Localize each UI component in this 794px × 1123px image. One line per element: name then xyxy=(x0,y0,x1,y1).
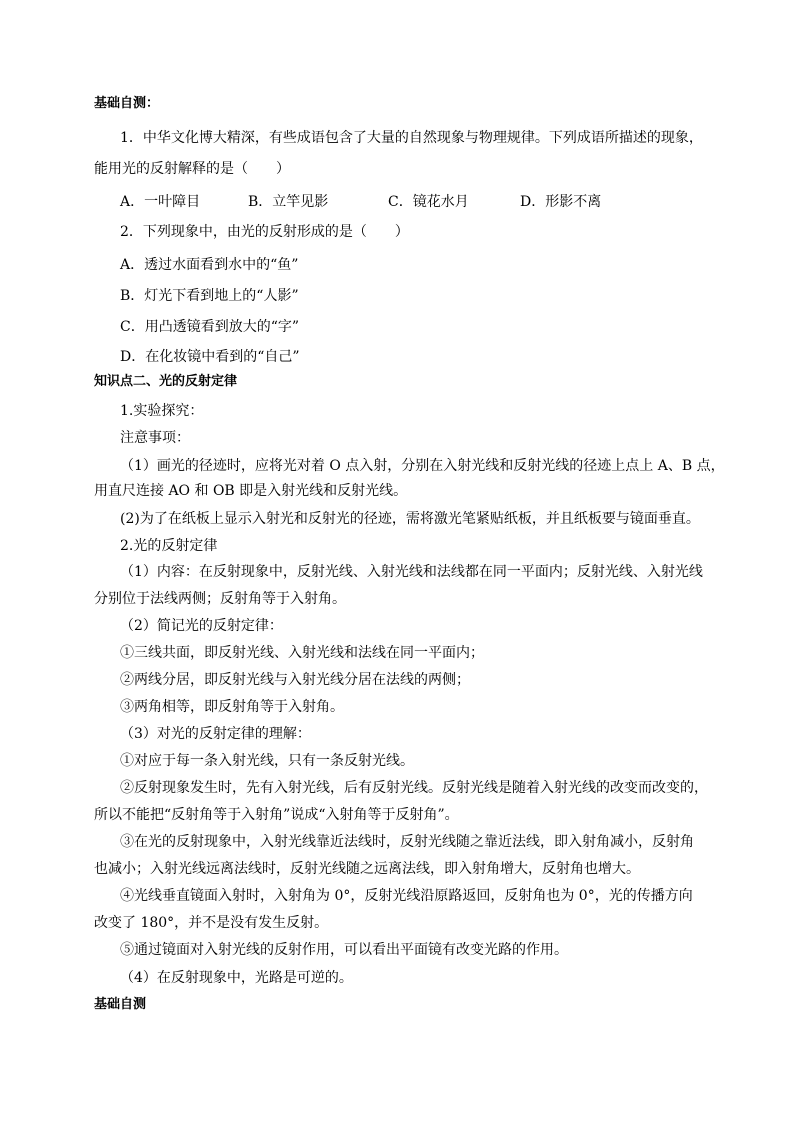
text-line: （1）内容：在反射现象中，反射光线、入射光线和法线都在同一平面内；反射光线、入射光线 xyxy=(120,564,703,580)
text-line: 所以不能把“反射角等于入射角”说成“入射角等于反射角”。 xyxy=(94,807,459,823)
text-line: 也减小；入射光线远离法线时，反射光线随之远离法线，即入射角增大，反射角也增大。 xyxy=(94,861,640,877)
text-line: 分别位于法线两侧；反射角等于入射角。 xyxy=(94,591,346,607)
text-line: 2.光的反射定律 xyxy=(120,538,218,554)
q2-option-d: D．在化妆镜中看到的“自己” xyxy=(120,349,300,365)
text-line: ②两线分居，即反射光线与入射光线分居在法线的两侧； xyxy=(120,672,470,688)
text-line: ⑤通过镜面对入射光线的反射作用，可以看出平面镜有改变光路的作用。 xyxy=(120,942,568,958)
text-line: ①三线共面，即反射光线、入射光线和法线在同一平面内； xyxy=(120,645,484,661)
text-line: （1）画光的径迹时，应将光对着 O 点入射，分别在入射光线和反射光线的径迹上点上 A、B 点， xyxy=(120,458,725,474)
text-line: （3）对光的反射定律的理解： xyxy=(120,726,311,742)
text-line: （4）在反射现象中，光路是可逆的。 xyxy=(120,970,353,986)
text-line: ①对应于每一条入射光线，只有一条反射光线。 xyxy=(120,753,414,769)
section-heading-reflection-law: 知识点二、光的反射定律 xyxy=(94,374,238,389)
q1-option-c: C．镜花水月 xyxy=(388,194,469,210)
text-line: ④光线垂直镜面入射时，入射角为 0°，反射光线沿原路返回，反射角也为 0°，光的传播方向 xyxy=(120,888,693,904)
text-line: 注意事项： xyxy=(120,430,190,446)
text-line: 1.实验探究： xyxy=(120,403,204,419)
question-1-line-1: 1．中华文化博大精深，有些成语包含了大量的自然现象与物理规律。下列成语所描述的现象， xyxy=(120,130,703,146)
q2-option-b: B．灯光下看到地上的“人影” xyxy=(120,288,299,304)
section-heading-self-test: 基础自测： xyxy=(94,96,160,111)
question-2-stem: 2．下列现象中，由光的反射形成的是（ ） xyxy=(120,224,409,240)
q1-option-a: A．一叶障目 xyxy=(120,194,201,210)
text-line: ③两角相等，即反射角等于入射角。 xyxy=(120,699,344,715)
text-line: 用直尺连接 AO 和 OB 即是入射光线和反射光线。 xyxy=(94,483,408,499)
text-line: (2)为了在纸板上显示入射光和反射光的径迹，需将激光笔紧贴纸板，并且纸板要与镜面垂直。 xyxy=(120,511,700,527)
q1-option-d: D．形影不离 xyxy=(520,194,602,210)
text-line: ②反射现象发生时，先有入射光线，后有反射光线。反射光线是随着入射光线的改变而改变的， xyxy=(120,780,708,796)
text-line: （2）简记光的反射定律： xyxy=(120,618,283,634)
text-line: 改变了 180°，并不是没有发生反射。 xyxy=(94,915,329,931)
question-1-line-2: 能用光的反射解释的是（ ） xyxy=(94,161,290,177)
text-line: ③在光的反射现象中，入射光线靠近法线时，反射光线随之靠近法线，即入射角减小，反射角 xyxy=(120,834,694,850)
q2-option-c: C．用凸透镜看到放大的“字” xyxy=(120,319,300,335)
section-heading-self-test-2: 基础自测 xyxy=(94,997,147,1012)
q2-option-a: A．透过水面看到水中的“鱼” xyxy=(120,257,299,273)
q1-option-b: B．立竿见影 xyxy=(248,194,329,210)
